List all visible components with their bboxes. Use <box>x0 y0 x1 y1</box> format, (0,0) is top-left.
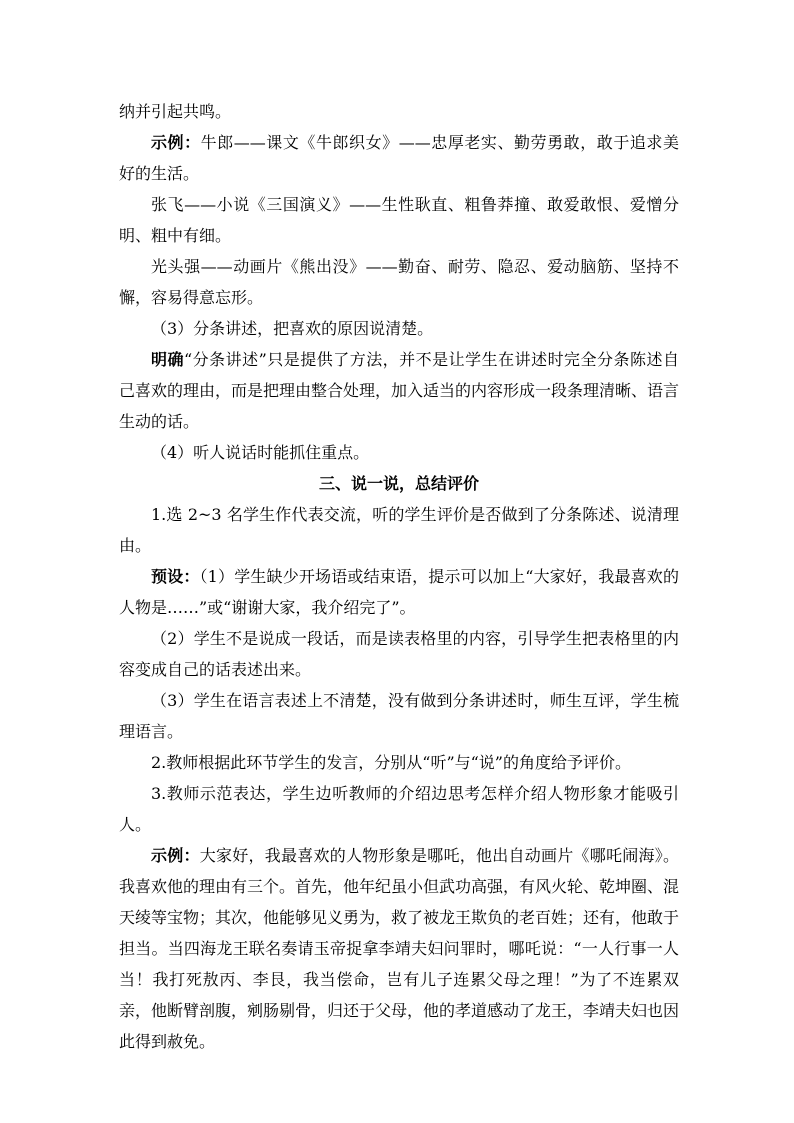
paragraph-example-niulang <box>119 127 679 189</box>
paragraph-clarification <box>119 344 679 437</box>
preset-label: 预设： <box>151 567 200 586</box>
example-label: 示例： <box>151 133 201 152</box>
paragraph-text: （2）学生不是说成一段话，而是读表格里的内容，引导学生把表格里的内容变成自己的话表述出来。 <box>119 629 679 679</box>
paragraph-continuation <box>119 96 679 127</box>
paragraph-example-nezha <box>119 840 679 1057</box>
paragraph-text: （1）学生缺少开场语或结束语，提示可以加上“大家好，我最喜欢的人物是……”或“谢谢大家，我介绍完了”。 <box>119 567 679 617</box>
paragraph-text: 1.选 2~3 名学生作代表交流，听的学生评价是否做到了分条陈述、说清理由。 <box>119 505 679 555</box>
example-label: 示例： <box>151 846 200 865</box>
paragraph-example-guangtouqiang <box>119 251 679 313</box>
paragraph-preset-3 <box>119 685 679 747</box>
paragraph-text: 3.教师示范表达，学生边听教师的介绍边思考怎样介绍人物形象才能吸引人。 <box>119 784 679 834</box>
section-heading: 三、说一说，总结评价 <box>318 474 479 493</box>
paragraph-text: （3）学生在语言表述上不清楚，没有做到分条讲述时，师生互评，学生梳理语言。 <box>119 691 679 741</box>
paragraph-text: 大家好，我最喜欢的人物形象是哪吒，他出自动画片《哪吒闹海》。我喜欢他的理由有三个。首先，他年纪虽小但武功高强，有风火轮、乾坤圈、混天绫等宝物；其次，他能够见义勇为，救了被龙王欺负的老百姓；还有，他敢于担当。当四海龙王联名奏请玉帝捉拿李靖夫妇问罪时，哪吒说：“一人行事一人当！我打死敖丙、李艮，我当偿命，岂有儿子连累父母之理！”为了不连累双亲，他断臂剖腹，剜肠剔骨，归还于父母，他的孝道感动了龙王，李靖夫妇也因此得到赦免。 <box>119 846 680 1051</box>
paragraph-text: （4）听人说话时能抓住重点。 <box>151 443 370 462</box>
paragraph-preset-2 <box>119 623 679 685</box>
paragraph-item-2 <box>119 747 679 778</box>
clarification-label: 明确 <box>151 350 184 369</box>
paragraph-preset <box>119 561 679 623</box>
paragraph-text: 张飞——小说《三国演义》——生性耿直、粗鲁莽撞、敢爱敢恨、爱憎分明、粗中有细。 <box>119 195 679 245</box>
paragraph-text: 光头强——动画片《熊出没》——勤奋、耐劳、隐忍、爱动脑筋、坚持不懈，容易得意忘形。 <box>119 257 679 307</box>
paragraph-text: 纳并引起共鸣。 <box>119 102 232 121</box>
paragraph-step-4 <box>119 437 679 468</box>
paragraph-text: 2.教师根据此环节学生的发言，分别从“听”与“说”的角度给予评价。 <box>151 753 631 772</box>
paragraph-text: （3）分条讲述，把喜欢的原因说清楚。 <box>151 319 434 338</box>
document-body <box>119 96 679 1057</box>
paragraph-item-1 <box>119 499 679 561</box>
paragraph-example-zhangfei <box>119 189 679 251</box>
paragraph-step-3 <box>119 313 679 344</box>
paragraph-text: 牛郎——课文《牛郎织女》——忠厚老实、勤劳勇敢，敢于追求美好的生活。 <box>119 133 679 183</box>
paragraph-text: “分条讲述”只是提供了方法，并不是让学生在讲述时完全分条陈述自己喜欢的理由，而是把理由整合处理，加入适当的内容形成一段条理清晰、语言生动的话。 <box>119 350 680 431</box>
paragraph-item-3 <box>119 778 679 840</box>
